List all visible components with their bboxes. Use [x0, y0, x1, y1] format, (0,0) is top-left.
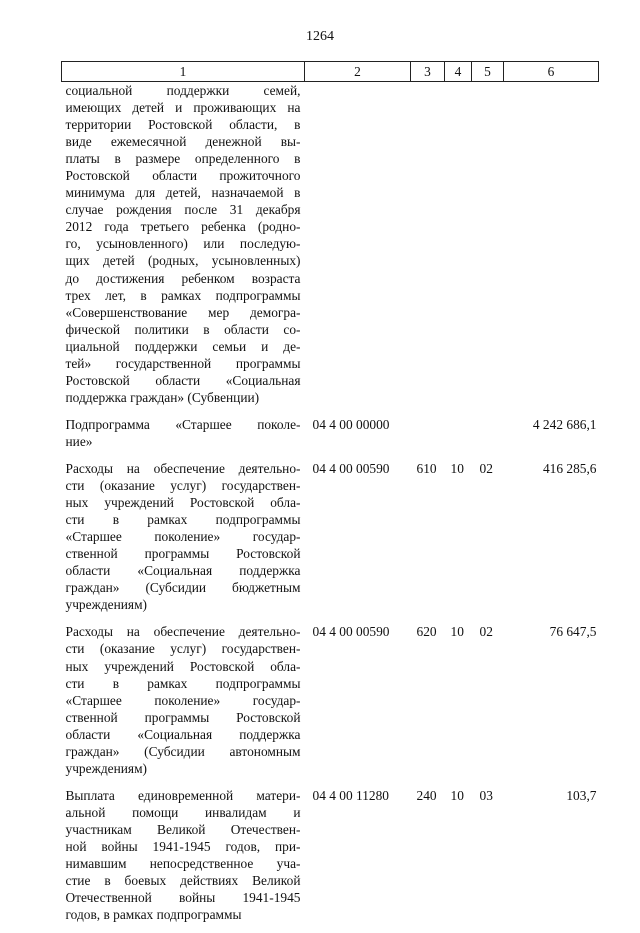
row-section: [445, 82, 472, 416]
description-line: имеющих детей и проживающих на: [66, 99, 301, 116]
description-line: тей» государственной программы: [66, 355, 301, 372]
row-code: 04 4 00 00590: [305, 623, 411, 786]
table-row: [62, 787, 599, 933]
budget-table: [61, 61, 599, 933]
description-line: «Старшее поколение» государ-: [66, 528, 301, 545]
description-line: 2012 года третьего ребенка (родно-: [66, 218, 301, 235]
table-row: [62, 623, 599, 786]
description-line: стие в боевых действиях Великой: [66, 872, 301, 889]
description-line: Расходы на обеспечение деятельно-: [66, 623, 301, 640]
row-code: [305, 82, 411, 416]
description-line: ных учреждений Ростовской обла-: [66, 494, 301, 511]
row-description: [62, 416, 305, 460]
description-line: учреждениям): [66, 760, 301, 777]
description-line: до достижения ребенком возраста: [66, 270, 301, 287]
table-row: [62, 460, 599, 623]
table-row: [62, 82, 599, 416]
header-col-3: 3: [411, 62, 445, 82]
row-code: 04 4 00 11280: [305, 787, 411, 933]
description-line: социальной поддержки семей,: [66, 82, 301, 99]
row-section: 10: [445, 623, 472, 786]
description-line: циальной поддержки семьи и де-: [66, 338, 301, 355]
description-line: «Старшее поколение» государ-: [66, 692, 301, 709]
description-line: трех лет, в рамках подпрограммы: [66, 287, 301, 304]
row-subsection: 03: [472, 787, 504, 933]
row-amount: [504, 82, 599, 416]
description-line: сти в рамках подпрограммы: [66, 675, 301, 692]
row-section: 10: [445, 787, 472, 933]
row-amount: 103,7: [504, 787, 599, 933]
row-expense-type: 620: [411, 623, 445, 786]
description-line: платы в размере определенного в: [66, 150, 301, 167]
description-line: Ростовской области прожиточного: [66, 167, 301, 184]
description-line: ственной программы Ростовской: [66, 709, 301, 726]
description-line: сти в рамках подпрограммы: [66, 511, 301, 528]
row-code: 04 4 00 00590: [305, 460, 411, 623]
description-line: минимума для детей, назначаемой в: [66, 184, 301, 201]
table-body: [62, 82, 599, 933]
description-line: поддержка граждан» (Субвенции): [66, 389, 301, 406]
description-line: виде ежемесячной денежной вы-: [66, 133, 301, 150]
row-expense-type: [411, 416, 445, 460]
description-line: Подпрограмма «Старшее поколе-: [66, 416, 301, 433]
row-section: [445, 416, 472, 460]
description-line: Расходы на обеспечение деятельно-: [66, 460, 301, 477]
row-description: [62, 623, 305, 786]
row-code: 04 4 00 00000: [305, 416, 411, 460]
description-line: альной помощи инвалидам и: [66, 804, 301, 821]
header-col-2: 2: [305, 62, 411, 82]
row-section: 10: [445, 460, 472, 623]
description-line: Ростовской области «Социальная: [66, 372, 301, 389]
description-line: щих детей (родных, усыновленных): [66, 252, 301, 269]
row-expense-type: 240: [411, 787, 445, 933]
row-subsection: 02: [472, 460, 504, 623]
description-line: учреждениям): [66, 596, 301, 613]
row-amount: 4 242 686,1: [504, 416, 599, 460]
header-col-1: 1: [62, 62, 305, 82]
description-line: ных учреждений Ростовской обла-: [66, 658, 301, 675]
description-line: Выплата единовременной матери-: [66, 787, 301, 804]
description-line: ственной программы Ростовской: [66, 545, 301, 562]
description-line: годов, в рамках подпрограммы: [66, 906, 301, 923]
row-description: [62, 460, 305, 623]
header-col-4: 4: [445, 62, 472, 82]
description-line: го, усыновленного) или последую-: [66, 235, 301, 252]
description-line: граждан» (Субсидии бюджетным: [66, 579, 301, 596]
description-line: сти (оказание услуг) государствен-: [66, 640, 301, 657]
page-number: 1264: [0, 28, 640, 46]
row-amount: 76 647,5: [504, 623, 599, 786]
description-line: ной войны 1941-1945 годов, при-: [66, 838, 301, 855]
header-col-6: 6: [504, 62, 599, 82]
table-header: [62, 62, 599, 82]
row-description: [62, 787, 305, 933]
description-line: сти (оказание услуг) государствен-: [66, 477, 301, 494]
description-line: ние»: [66, 433, 301, 450]
description-line: фической политики в области со-: [66, 321, 301, 338]
table-row: [62, 416, 599, 460]
description-line: территории Ростовской области, в: [66, 116, 301, 133]
description-line: участникам Великой Отечествен-: [66, 821, 301, 838]
description-line: граждан» (Субсидии автономным: [66, 743, 301, 760]
description-line: нимавшим непосредственное уча-: [66, 855, 301, 872]
description-line: Отечественной войны 1941-1945: [66, 889, 301, 906]
row-subsection: [472, 416, 504, 460]
row-subsection: [472, 82, 504, 416]
row-expense-type: 610: [411, 460, 445, 623]
row-expense-type: [411, 82, 445, 416]
description-line: области «Социальная поддержка: [66, 726, 301, 743]
header-col-5: 5: [472, 62, 504, 82]
row-description: [62, 82, 305, 416]
row-subsection: 02: [472, 623, 504, 786]
description-line: «Совершенствование мер демогра-: [66, 304, 301, 321]
header-row: [62, 62, 599, 82]
description-line: случае рождения после 31 декабря: [66, 201, 301, 218]
description-line: области «Социальная поддержка: [66, 562, 301, 579]
row-amount: 416 285,6: [504, 460, 599, 623]
